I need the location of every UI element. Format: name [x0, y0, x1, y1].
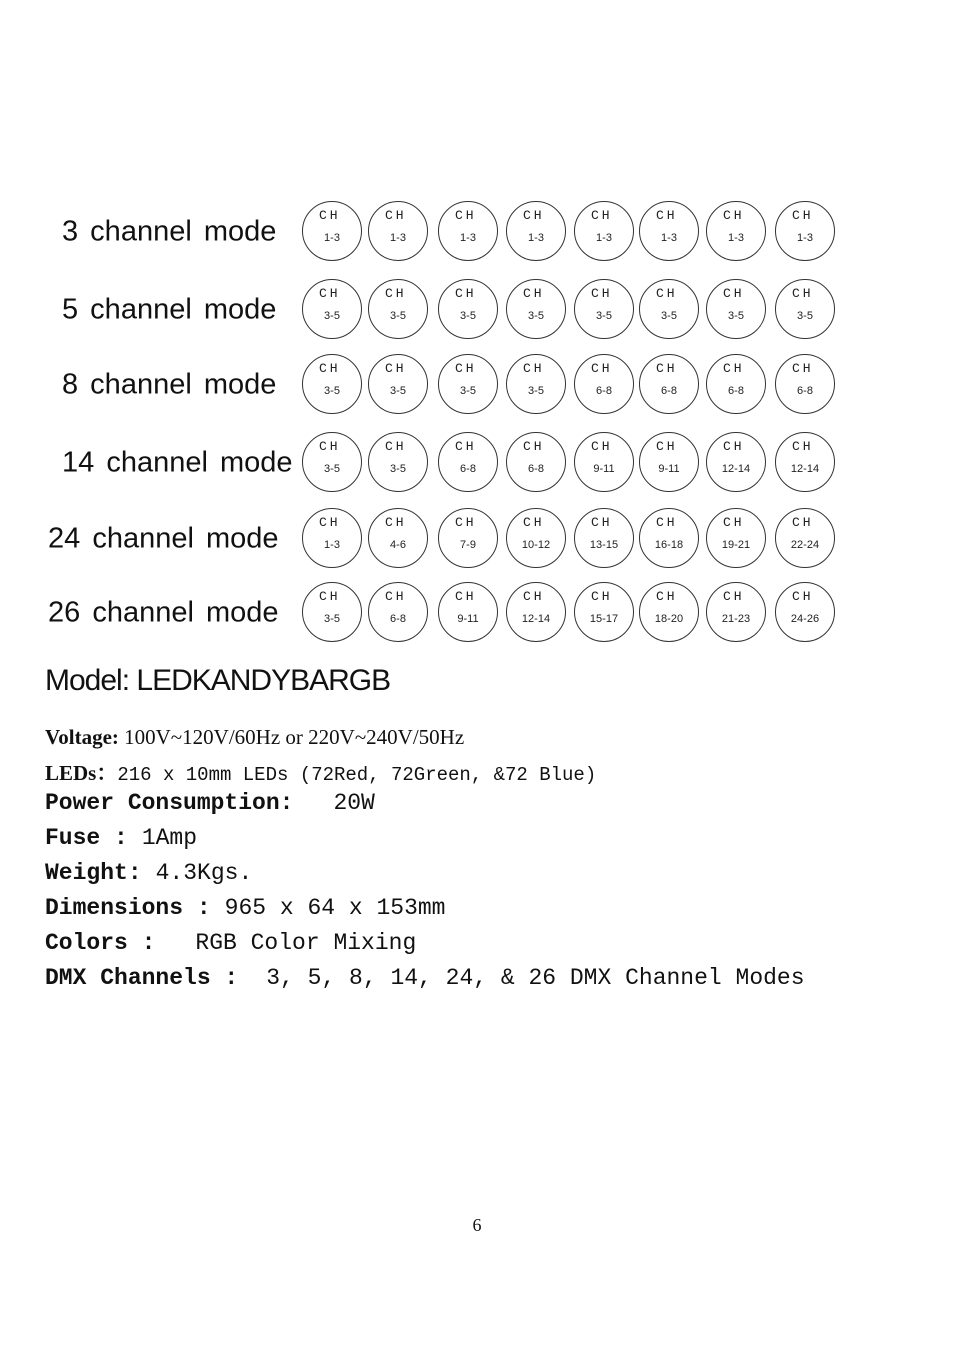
led-channel-range: 3-5 [661, 310, 677, 322]
mode-row-26 [0, 580, 954, 646]
led-circle [438, 582, 498, 642]
led-ch-label: CH [591, 515, 613, 530]
spec-value: 20W [333, 790, 375, 816]
led-channel-range: 1-3 [390, 232, 406, 244]
led-ch-label: CH [319, 208, 341, 223]
spec-label: Dimensions : [45, 895, 211, 921]
led-circle [368, 201, 428, 261]
led-ch-label: CH [723, 286, 745, 301]
led-ch-label: CH [792, 361, 814, 376]
led-circle [506, 582, 566, 642]
led-channel-range: 3-5 [460, 385, 476, 397]
led-circle [302, 508, 362, 568]
led-ch-label: CH [523, 589, 545, 604]
led-circle [368, 582, 428, 642]
led-channel-range: 15-17 [589, 613, 619, 625]
led-circle [506, 508, 566, 568]
led-channel-range: 12-14 [790, 463, 820, 475]
led-channel-range: 16-18 [654, 539, 684, 551]
led-ch-label: CH [656, 361, 678, 376]
led-ch-label: CH [319, 439, 341, 454]
led-channel-range: 3-5 [324, 463, 340, 475]
spec-value: 965 x 64 x 153mm [224, 895, 446, 921]
led-circle [438, 354, 498, 414]
led-channel-range: 3-5 [728, 310, 744, 322]
led-circle [775, 279, 835, 339]
led-circle [706, 508, 766, 568]
led-ch-label: CH [723, 589, 745, 604]
led-ch-label: CH [591, 208, 613, 223]
led-ch-label: CH [455, 439, 477, 454]
led-channel-range: 9-11 [593, 463, 615, 475]
mode-row-14 [0, 430, 954, 496]
mode-label: 5 channel mode [62, 293, 277, 326]
spec-dmx-channels [45, 965, 805, 991]
led-channel-range: 3-5 [324, 385, 340, 397]
mode-row-5 [0, 277, 954, 343]
led-circle [639, 582, 699, 642]
led-ch-label: CH [792, 515, 814, 530]
led-ch-label: CH [455, 361, 477, 376]
page-number: 6 [472, 1215, 482, 1235]
spec-label: LEDs： [45, 761, 118, 785]
led-ch-label: CH [656, 286, 678, 301]
led-ch-label: CH [591, 589, 613, 604]
led-ch-label: CH [656, 589, 678, 604]
led-channel-range: 24-26 [790, 613, 820, 625]
led-ch-label: CH [385, 361, 407, 376]
led-circle [302, 279, 362, 339]
spec-label: Colors : [45, 930, 156, 956]
led-channel-range: 1-3 [324, 539, 340, 551]
led-channel-range: 3-5 [324, 310, 340, 322]
led-channel-range: 18-20 [654, 613, 684, 625]
led-channel-range: 1-3 [528, 232, 544, 244]
led-channel-range: 6-8 [596, 385, 612, 397]
led-channel-range: 9-11 [457, 613, 479, 625]
led-circle [574, 279, 634, 339]
mode-row-24 [0, 506, 954, 572]
mode-row-3 [0, 199, 954, 265]
led-ch-label: CH [385, 515, 407, 530]
spec-value: 1Amp [141, 825, 198, 851]
spec-label: Power Consumption: [45, 790, 294, 816]
led-circle [706, 279, 766, 339]
led-channel-range: 7-9 [460, 539, 476, 551]
mode-row-8 [0, 352, 954, 418]
led-circle [574, 582, 634, 642]
spec-fuse [45, 825, 197, 851]
led-circle [506, 279, 566, 339]
led-ch-label: CH [723, 439, 745, 454]
led-channel-range: 21-23 [721, 613, 751, 625]
led-ch-label: CH [723, 515, 745, 530]
led-ch-label: CH [792, 286, 814, 301]
led-ch-label: CH [385, 286, 407, 301]
led-circle [639, 432, 699, 492]
led-circle [574, 354, 634, 414]
led-circle [506, 432, 566, 492]
spec-weight [45, 860, 252, 886]
spec-dimensions [45, 895, 445, 921]
led-circle [574, 432, 634, 492]
led-channel-range: 4-6 [390, 539, 406, 551]
led-ch-label: CH [591, 361, 613, 376]
led-channel-range: 3-5 [460, 310, 476, 322]
spec-colors [45, 930, 416, 956]
led-ch-label: CH [319, 589, 341, 604]
led-channel-range: 3-5 [797, 310, 813, 322]
led-circle [775, 201, 835, 261]
spec-value: 100V~120V/60Hz or 220V~240V/50Hz [118, 725, 465, 749]
led-circle [639, 279, 699, 339]
led-circle [775, 582, 835, 642]
led-circle [574, 508, 634, 568]
led-ch-label: CH [319, 286, 341, 301]
led-channel-range: 19-21 [721, 539, 751, 551]
mode-label: 14 channel mode [62, 446, 293, 479]
led-channel-range: 3-5 [390, 310, 406, 322]
led-channel-range: 12-14 [521, 613, 551, 625]
led-ch-label: CH [385, 439, 407, 454]
led-circle [639, 201, 699, 261]
spec-value: 4.3Kgs. [155, 860, 253, 886]
led-ch-label: CH [385, 208, 407, 223]
led-ch-label: CH [792, 589, 814, 604]
led-circle [438, 201, 498, 261]
led-channel-range: 3-5 [324, 613, 340, 625]
led-ch-label: CH [523, 515, 545, 530]
led-channel-range: 22-24 [790, 539, 820, 551]
led-channel-range: 3-5 [528, 385, 544, 397]
led-channel-range: 1-3 [728, 232, 744, 244]
led-circle [506, 201, 566, 261]
model-title: Model: LEDKANDYBARGB [45, 664, 391, 697]
led-channel-range: 1-3 [661, 232, 677, 244]
mode-label: 24 channel mode [48, 522, 279, 555]
led-circle [368, 508, 428, 568]
spec-voltage [45, 725, 464, 750]
led-channel-range: 6-8 [728, 385, 744, 397]
led-channel-range: 1-3 [460, 232, 476, 244]
led-ch-label: CH [656, 515, 678, 530]
led-channel-range: 10-12 [521, 539, 551, 551]
led-ch-label: CH [523, 361, 545, 376]
led-channel-range: 6-8 [661, 385, 677, 397]
led-channel-range: 13-15 [589, 539, 619, 551]
led-ch-label: CH [319, 361, 341, 376]
led-ch-label: CH [656, 439, 678, 454]
led-circle [706, 201, 766, 261]
led-circle [775, 354, 835, 414]
led-channel-range: 1-3 [596, 232, 612, 244]
led-ch-label: CH [523, 208, 545, 223]
led-channel-range: 6-8 [460, 463, 476, 475]
led-channel-range: 6-8 [797, 385, 813, 397]
led-channel-range: 3-5 [596, 310, 612, 322]
led-circle [775, 432, 835, 492]
led-channel-range: 6-8 [528, 463, 544, 475]
led-ch-label: CH [455, 515, 477, 530]
mode-label: 26 channel mode [48, 596, 279, 629]
led-ch-label: CH [792, 439, 814, 454]
led-circle [706, 582, 766, 642]
spec-leds [45, 757, 596, 787]
led-circle [706, 354, 766, 414]
led-circle [368, 354, 428, 414]
mode-label: 3 channel mode [62, 215, 277, 248]
led-channel-range: 3-5 [528, 310, 544, 322]
led-ch-label: CH [319, 515, 341, 530]
led-circle [438, 279, 498, 339]
led-circle [574, 201, 634, 261]
led-circle [775, 508, 835, 568]
led-ch-label: CH [455, 208, 477, 223]
led-channel-range: 3-5 [390, 385, 406, 397]
spec-value: RGB Color Mixing [195, 930, 417, 956]
led-circle [639, 508, 699, 568]
led-channel-range: 6-8 [390, 613, 406, 625]
led-circle [706, 432, 766, 492]
led-channel-range: 9-11 [658, 463, 680, 475]
led-ch-label: CH [455, 589, 477, 604]
led-channel-range: 1-3 [797, 232, 813, 244]
spec-label: Voltage: [45, 725, 119, 749]
led-ch-label: CH [523, 286, 545, 301]
led-circle [639, 354, 699, 414]
spec-power [45, 790, 375, 816]
led-circle [506, 354, 566, 414]
spec-value: 3, 5, 8, 14, 24, & 26 DMX Channel Modes [266, 965, 805, 991]
led-circle [302, 582, 362, 642]
led-circle [368, 279, 428, 339]
led-ch-label: CH [591, 286, 613, 301]
led-ch-label: CH [792, 208, 814, 223]
led-ch-label: CH [523, 439, 545, 454]
led-ch-label: CH [723, 361, 745, 376]
mode-label: 8 channel mode [62, 368, 277, 401]
spec-label: DMX Channels : [45, 965, 239, 991]
led-ch-label: CH [591, 439, 613, 454]
led-ch-label: CH [385, 589, 407, 604]
led-circle [302, 354, 362, 414]
spec-label: Fuse : [45, 825, 128, 851]
led-circle [438, 432, 498, 492]
led-ch-label: CH [656, 208, 678, 223]
led-channel-range: 3-5 [390, 463, 406, 475]
spec-label: Weight: [45, 860, 142, 886]
led-circle [302, 432, 362, 492]
led-circle [368, 432, 428, 492]
led-channel-range: 12-14 [721, 463, 751, 475]
led-circle [438, 508, 498, 568]
led-ch-label: CH [455, 286, 477, 301]
led-channel-range: 1-3 [324, 232, 340, 244]
led-ch-label: CH [723, 208, 745, 223]
spec-value: 216 x 10mm LEDs (72Red, 72Green, &72 Blue) [117, 764, 597, 786]
led-circle [302, 201, 362, 261]
